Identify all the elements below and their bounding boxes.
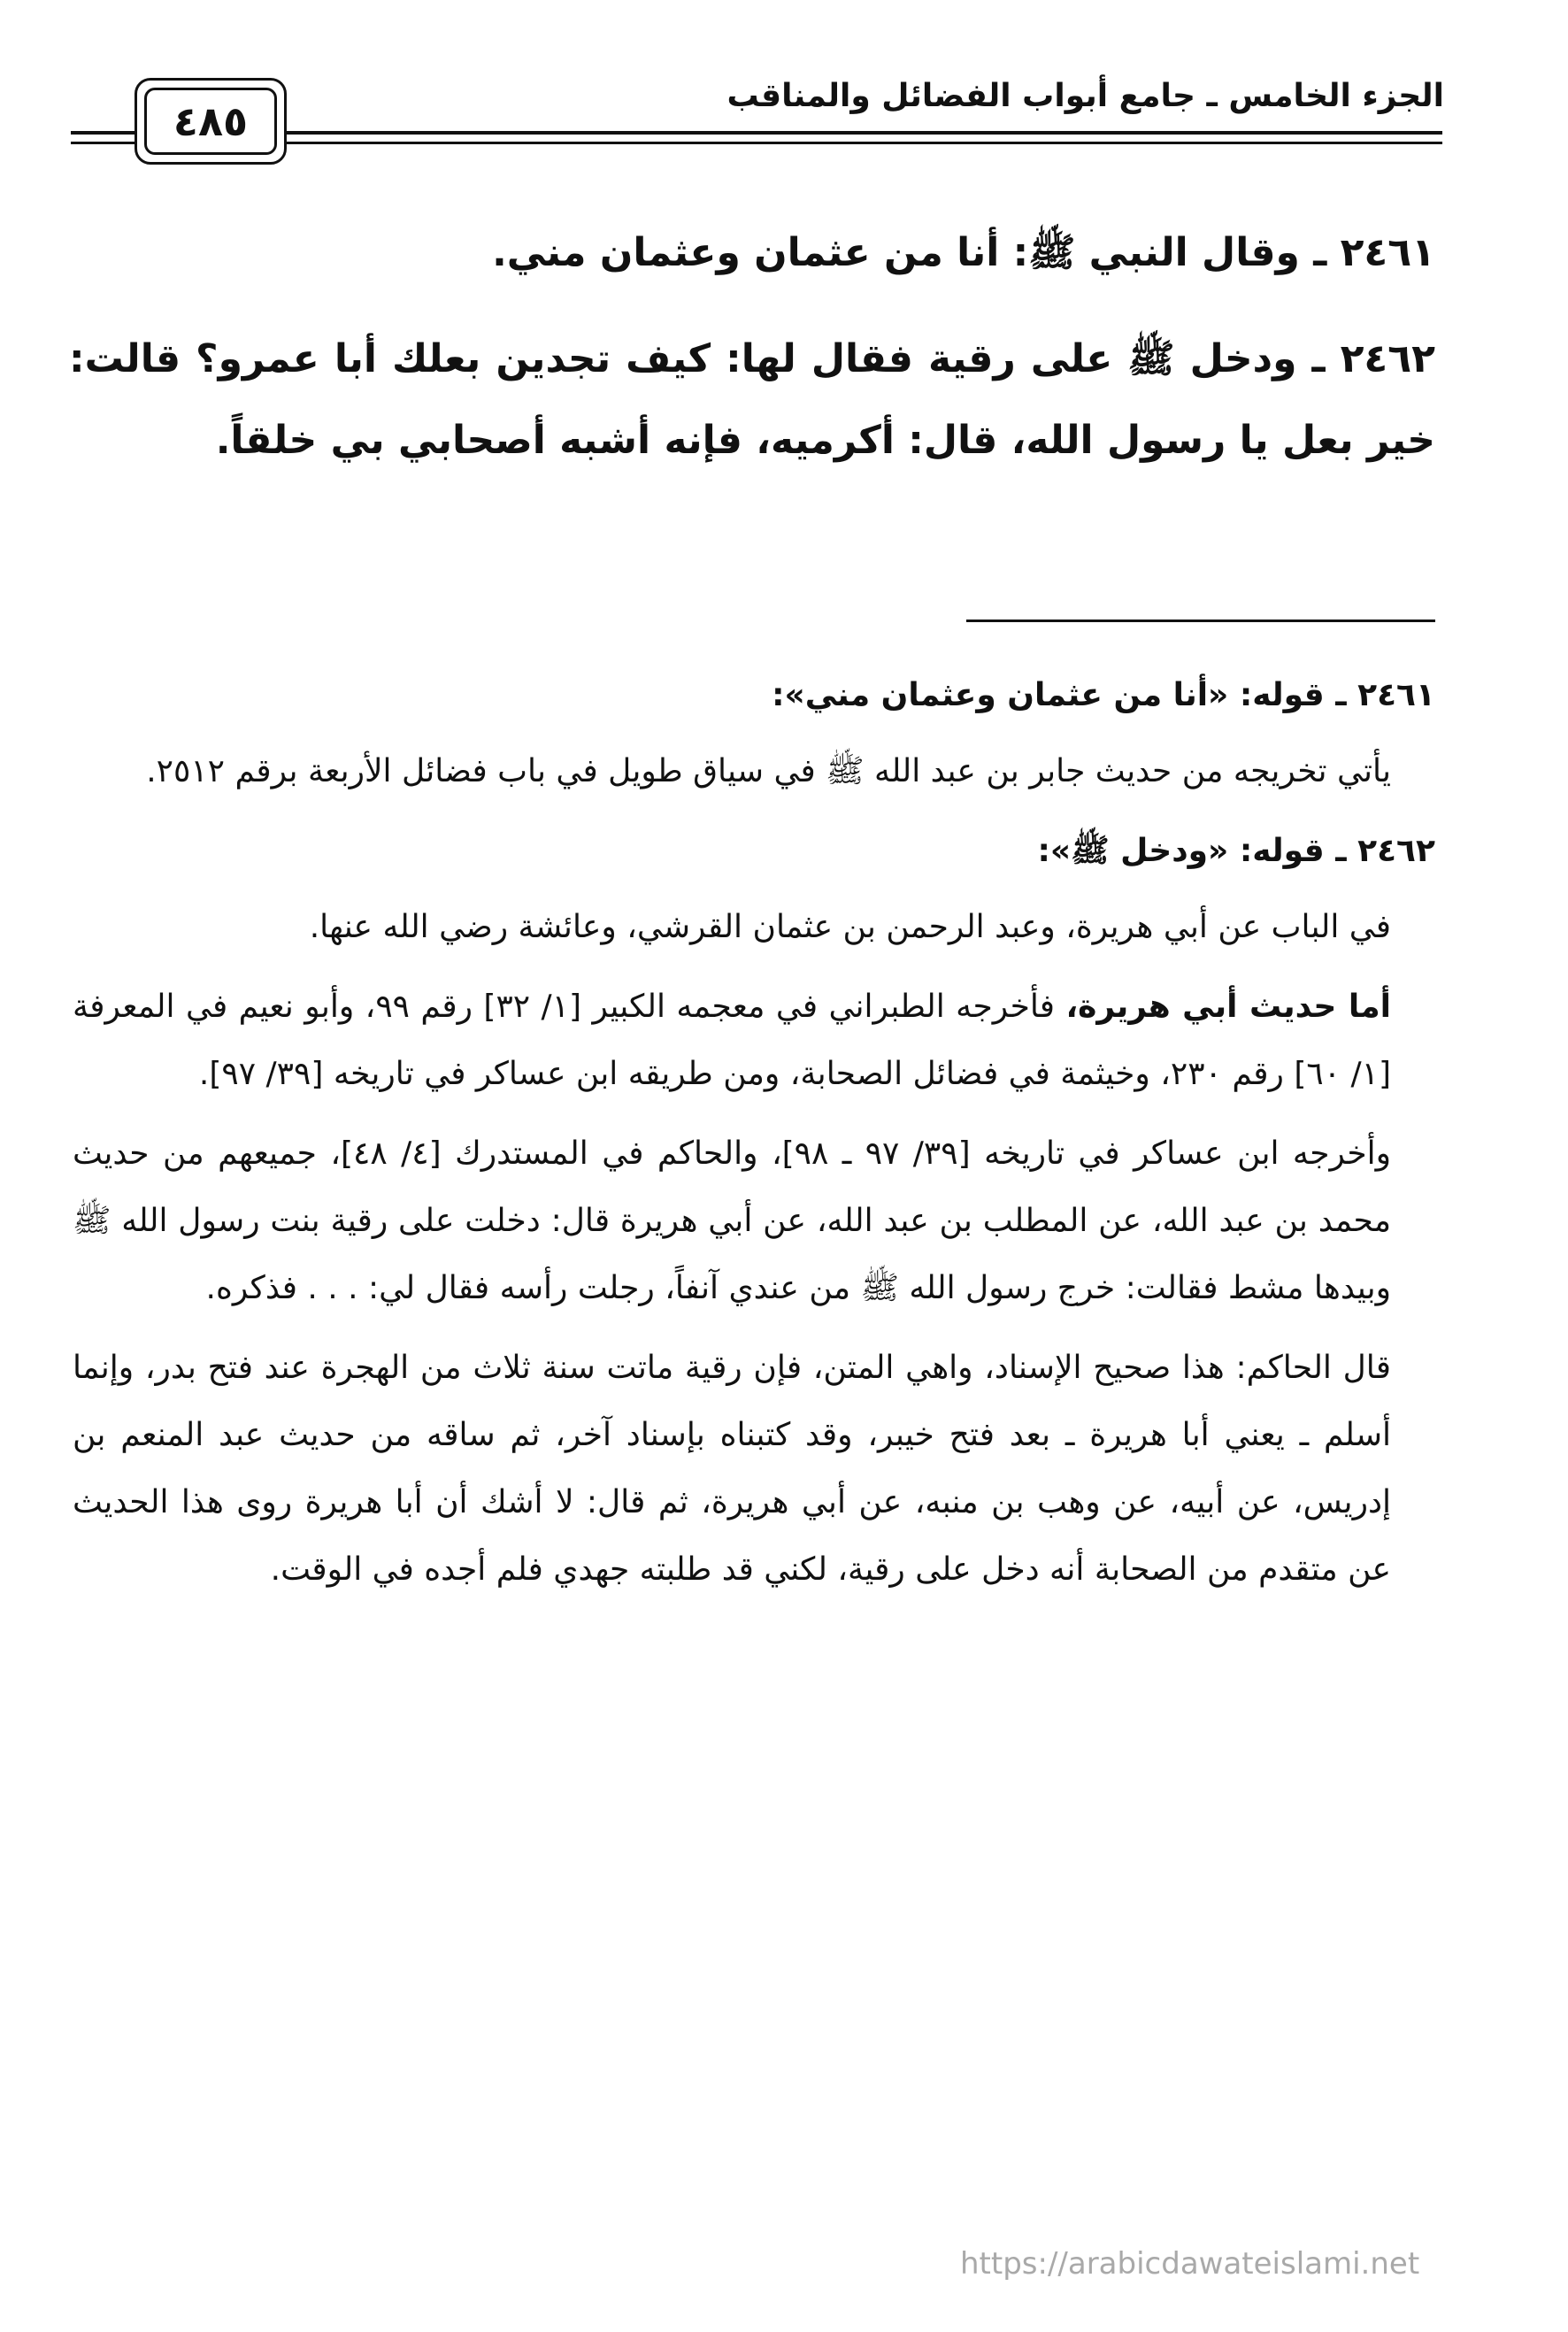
note-paragraph	[73, 974, 1391, 1108]
footnote-separator	[966, 620, 1435, 622]
hadith-2461: ٢٤٦١ ـ وقال النبي ﷺ: أنا من عثمان وعثمان مني.	[492, 230, 1435, 275]
page-number-frame	[135, 78, 287, 165]
commentary	[73, 662, 1435, 1616]
note-heading-2461: ٢٤٦١ ـ قوله: «أنا من عثمان وعثمان مني»:	[772, 677, 1435, 713]
watermark-url: https://arabicdawateislami.net	[960, 2246, 1420, 2282]
note-paragraph: وأخرجه ابن عساكر في تاريخه [٣٩/ ٩٧ ـ ٩٨]، والحاكم في المستدرك [٤/ ٤٨]، جميعهم من حديث محمد بن عبد الله، عن المطلب بن عبد الله، عن أبي هريرة قال: دخلت على رقية بنت رسول الله ﷺ وبيدها مشط فقالت: خرج رسول الله ﷺ من عندي آنفاً، رجلت رأسه فقال لي: . . . فذكره.	[73, 1135, 1391, 1306]
running-header-title: الجزء الخامس ـ جامع أبواب الفضائل والمناقب	[726, 78, 1444, 114]
main-text	[69, 212, 1435, 506]
note-paragraph: في الباب عن أبي هريرة، وعبد الرحمن بن عثمان القرشي، وعائشة رضي الله عنها.	[309, 909, 1391, 945]
note-lead: أما حديث أبي هريرة،	[1065, 989, 1392, 1025]
note-text: فأخرجه الطبراني في معجمه الكبير [١/ ٣٢] رقم ٩٩، وأبو نعيم في المعرفة [١/ ٦٠] رقم ٢٣٠، وخيثمة في فضائل الصحابة، ومن طريقه ابن عساكر في تاريخه [٣٩/ ٩٧].	[73, 989, 1391, 1092]
note-heading-2462: ٢٤٦٢ ـ قوله: «ودخل ﷺ»:	[1037, 833, 1435, 869]
page-number: ٤٨٥	[144, 88, 277, 155]
hadith-2462: ٢٤٦٢ ـ ودخل ﷺ على رقية فقال لها: كيف تجدين بعلك أبا عمرو؟ قالت: خير بعل يا رسول الله، قال: أكرميه، فإنه أشبه أصحابي بي خلقاً.	[69, 336, 1435, 463]
note-paragraph: يأتي تخريجه من حديث جابر بن عبد الله ﷺ في سياق طويل في باب فضائل الأربعة برقم ٢٥١٢.	[146, 753, 1391, 789]
note-paragraph: قال الحاكم: هذا صحيح الإسناد، واهي المتن، فإن رقية ماتت سنة ثلاث من الهجرة عند فتح بدر، وإنما أسلم ـ يعني أبا هريرة ـ بعد فتح خيبر، وقد كتبناه بإسناد آخر، ثم ساقه من حديث عبد المنعم بن إدريس، عن أبيه، عن وهب بن منبه، عن أبي هريرة، ثم قال: لا أشك أن أبا هريرة روى هذا الحديث عن متقدم من الصحابة أنه دخل على رقية، لكني قد طلبته جهدي فلم أجده في الوقت.	[73, 1350, 1391, 1588]
